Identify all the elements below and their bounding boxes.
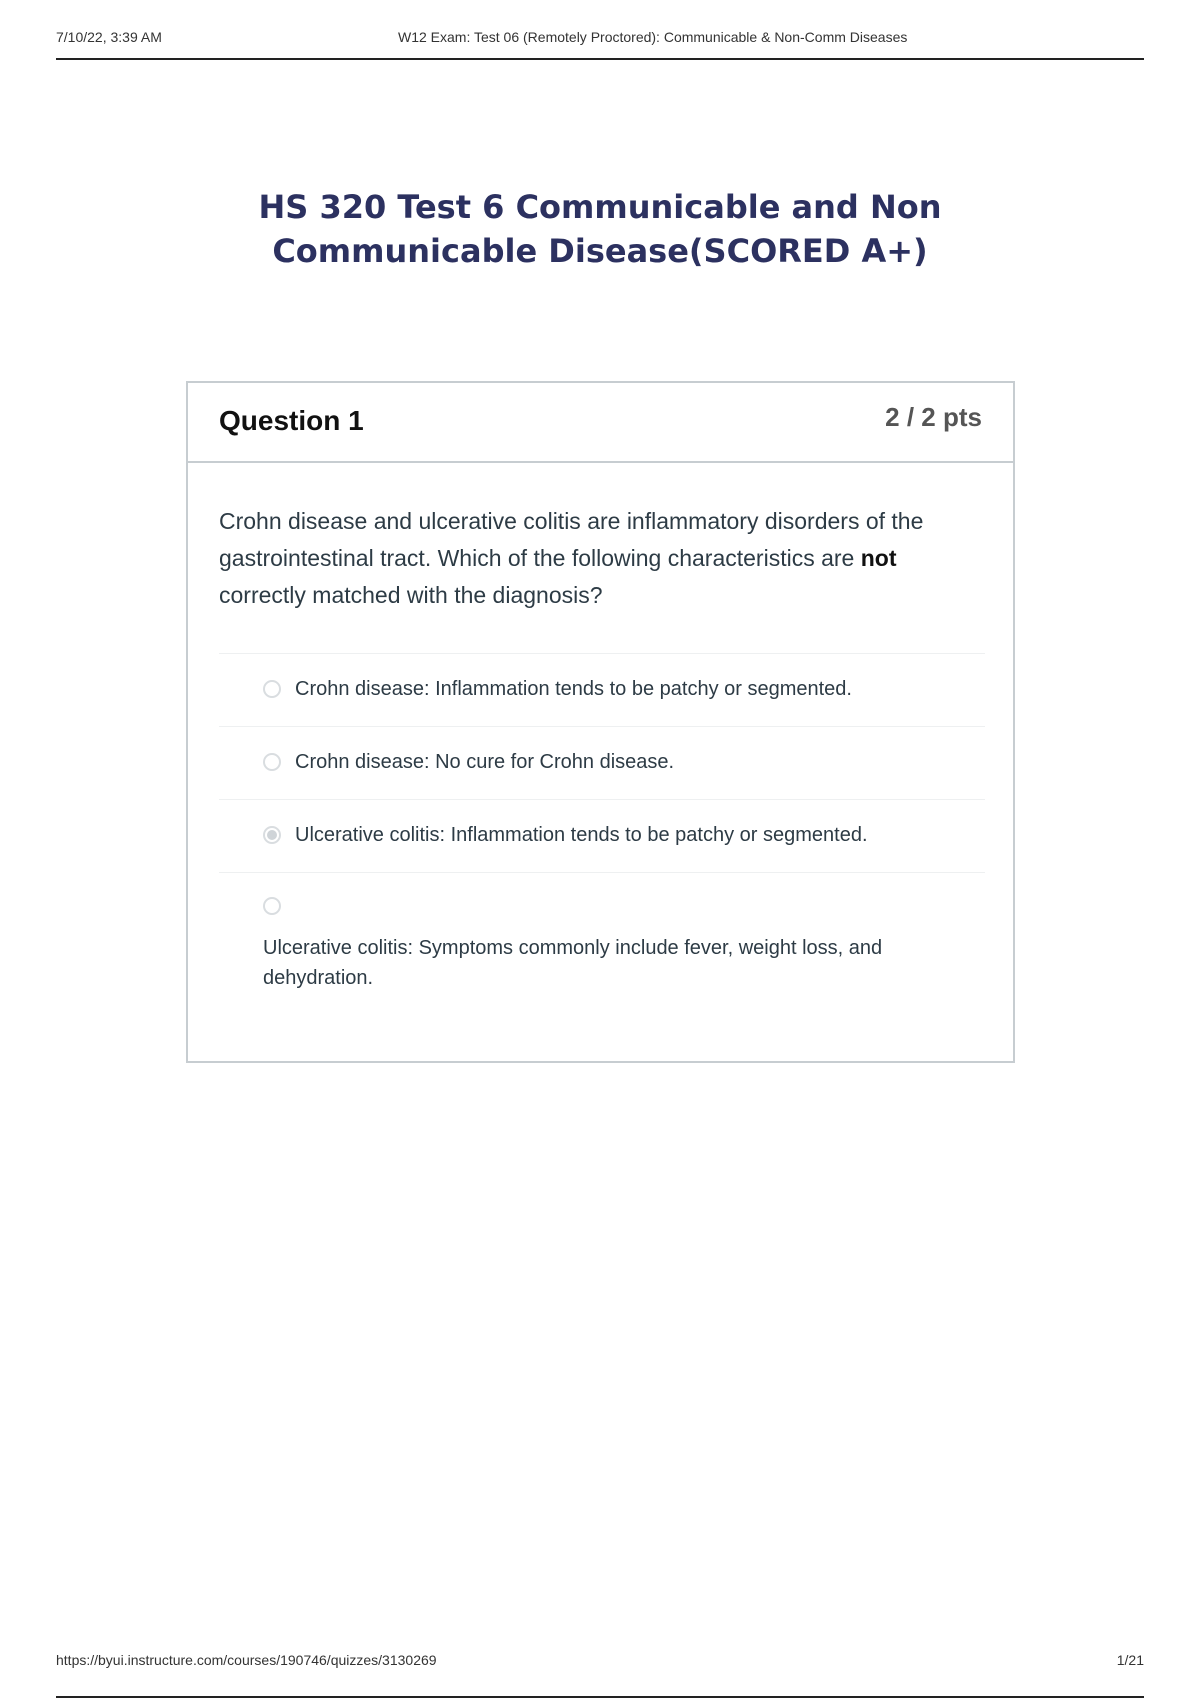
question-text [219,503,985,614]
radio-button[interactable] [263,897,281,915]
document-title: HS 320 Test 6 Communicable and Non Communicable Disease(SCORED A+) [258,188,942,270]
answer-option[interactable] [219,654,985,727]
radio-button[interactable] [263,826,281,844]
print-header [56,26,1144,60]
radio-button[interactable] [263,753,281,771]
answer-list [219,653,985,1003]
answer-option[interactable] [219,727,985,800]
question-text-emphasis: not [860,545,897,571]
question-name: Question 1 [219,405,364,436]
question-header [188,383,1013,463]
answer-option[interactable] [219,873,985,1003]
print-footer [56,1646,1144,1698]
answer-label: Ulcerative colitis: Symptoms commonly include fever, weight loss, and dehydration. [263,937,883,989]
print-url: https://byui.instructure.com/courses/190746/quizzes/3130269 [56,1652,437,1668]
print-timestamp: 7/10/22, 3:39 AM [56,29,162,45]
answer-label: Crohn disease: Inflammation tends to be patchy or segmented. [295,678,852,700]
answer-label: Ulcerative colitis: Inflammation tends to be patchy or segmented. [295,824,868,846]
print-page-title: W12 Exam: Test 06 (Remotely Proctored): Communicable & Non-Comm Diseases [398,29,908,45]
question-text-after: correctly matched with the diagnosis? [219,582,603,608]
question-card [186,381,1015,1063]
answer-label: Crohn disease: No cure for Crohn disease. [295,751,675,773]
answer-option[interactable] [219,800,985,873]
question-text-before: Crohn disease and ulcerative colitis are inflammatory disorders of the gastrointestinal tract. Which of the following characteristics are [219,508,924,571]
question-points: 2 / 2 pts [885,402,982,432]
radio-button[interactable] [263,680,281,698]
print-page-number: 1/21 [1116,1652,1144,1668]
